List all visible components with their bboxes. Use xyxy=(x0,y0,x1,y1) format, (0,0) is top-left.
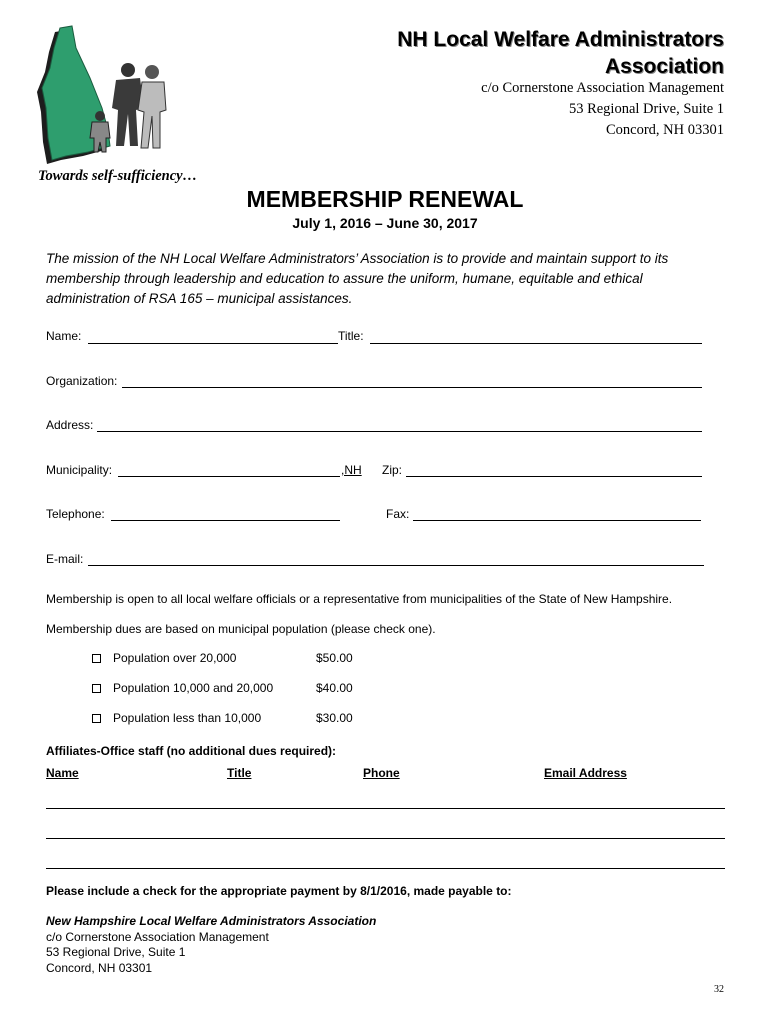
nh-state-logo-icon xyxy=(28,18,198,178)
page-subtitle: July 1, 2016 – June 30, 2017 xyxy=(292,215,478,231)
org-address xyxy=(481,78,724,141)
affiliate-row-1[interactable] xyxy=(46,808,725,809)
mailing-address xyxy=(46,914,376,976)
mission-statement: The mission of the NH Local Welfare Administrators’ Association is to provide and maintain support to its membership through leadership and education to assure the uniform, humane, equitable and ethical administration of RSA 165 – municipal assistances. xyxy=(46,251,669,306)
affiliate-row-3[interactable] xyxy=(46,868,725,869)
dues-option-label: Population less than 10,000 xyxy=(113,711,262,725)
name-label: Name: xyxy=(46,329,82,343)
org-address-line2: 53 Regional Drive, Suite 1 xyxy=(568,101,724,117)
state-nh-label: ,NH xyxy=(341,463,362,477)
checkbox-icon[interactable] xyxy=(92,654,101,663)
checkbox-icon[interactable] xyxy=(92,684,101,693)
checkbox-icon[interactable] xyxy=(92,714,101,723)
affiliates-col-email: Email Address xyxy=(544,766,627,780)
org-title xyxy=(397,26,724,80)
municipality-field[interactable] xyxy=(118,476,340,477)
tagline: Towards self-sufficiency… xyxy=(38,168,198,184)
dues-option-price: $50.00 xyxy=(316,651,353,665)
dues-option-label: Population 10,000 and 20,000 xyxy=(113,681,274,695)
page-number: 32 xyxy=(714,984,724,995)
dues-option-price: $40.00 xyxy=(316,681,353,695)
affiliates-col-phone: Phone xyxy=(363,766,400,780)
affiliate-row-2[interactable] xyxy=(46,838,725,839)
address-field[interactable] xyxy=(97,431,702,432)
affiliates-col-name: Name xyxy=(46,766,79,780)
fax-label: Fax: xyxy=(386,507,410,521)
fax-field[interactable] xyxy=(413,520,701,521)
title-label: Title: xyxy=(338,329,364,343)
address-label: Address: xyxy=(46,418,94,432)
affiliates-heading: Affiliates-Office staff (no additional dues required): xyxy=(46,744,337,758)
payment-instruction: Please include a check for the appropriate payment by 8/1/2016, made payable to: xyxy=(46,884,512,898)
zip-field[interactable] xyxy=(406,476,702,477)
email-label: E-mail: xyxy=(46,552,84,566)
telephone-label: Telephone: xyxy=(46,507,105,521)
name-field[interactable] xyxy=(88,343,338,344)
membership-eligibility: Membership is open to all local welfare officials or a representative from municipalities of the State of New Hampshire. xyxy=(46,592,673,606)
org-address-line3: Concord, NH 03301 xyxy=(605,122,724,138)
email-field[interactable] xyxy=(88,565,704,566)
mailing-line1: c/o Cornerstone Association Management xyxy=(46,929,269,944)
org-address-line1: c/o Cornerstone Association Management xyxy=(481,80,724,96)
zip-label: Zip: xyxy=(382,463,403,477)
organization-label: Organization: xyxy=(46,374,118,388)
affiliates-col-title: Title xyxy=(227,766,252,780)
dues-note: Membership dues are based on municipal population (please check one). xyxy=(46,622,436,636)
title-field[interactable] xyxy=(370,343,702,344)
dues-option-label: Population over 20,000 xyxy=(113,651,237,665)
org-title-line1: NH Local Welfare Administrators xyxy=(397,28,724,51)
payee-name: New Hampshire Local Welfare Administrators Association xyxy=(46,914,377,928)
org-title-line2: Association xyxy=(604,55,724,78)
organization-field[interactable] xyxy=(122,387,702,388)
municipality-label: Municipality: xyxy=(46,463,113,477)
mailing-line2: 53 Regional Drive, Suite 1 xyxy=(46,945,186,959)
dues-option-price: $30.00 xyxy=(316,711,353,725)
page-title: MEMBERSHIP RENEWAL xyxy=(246,186,524,212)
telephone-field[interactable] xyxy=(111,520,340,521)
mailing-line3: Concord, NH 03301 xyxy=(46,960,153,975)
